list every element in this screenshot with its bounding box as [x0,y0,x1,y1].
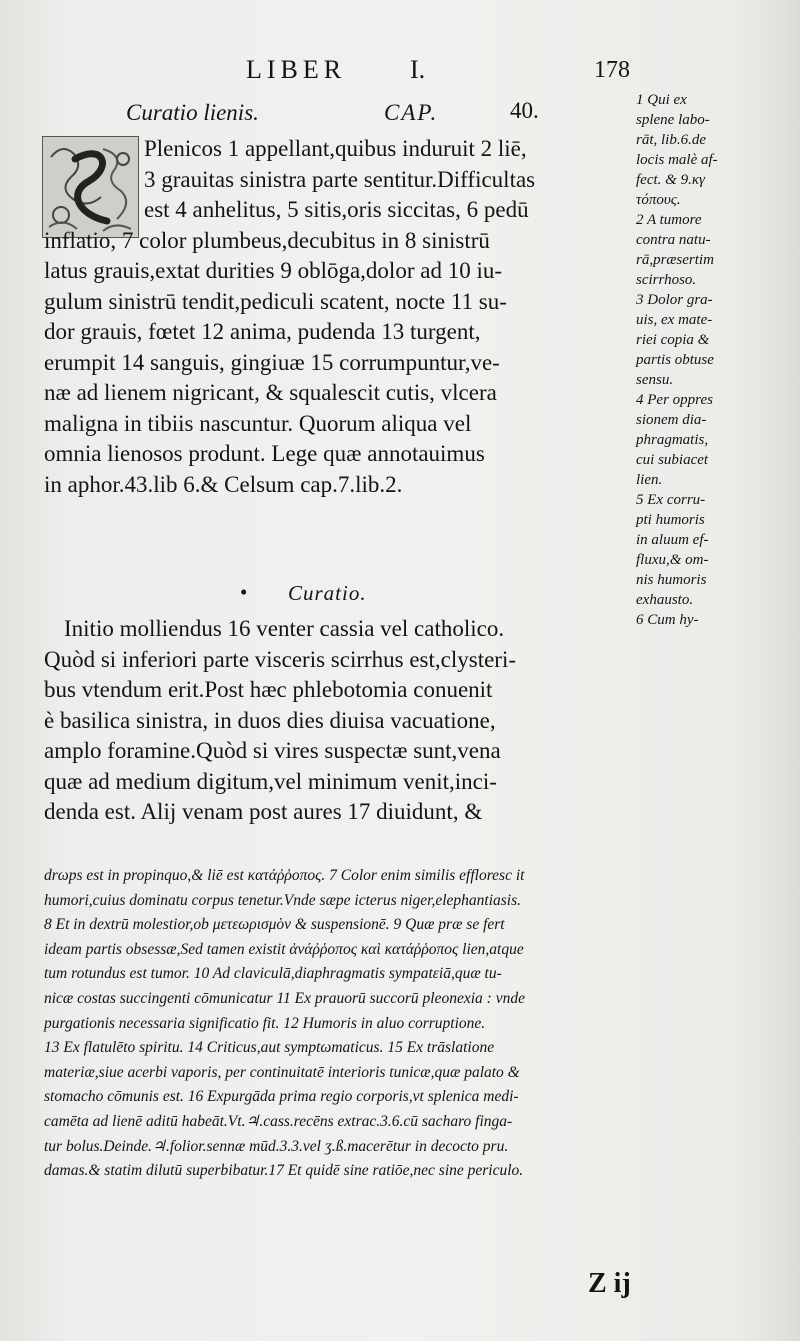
chapter-heading [126,100,596,134]
margin-note-line: 4 Per oppres [636,392,713,408]
margin-note-line: 1 Qui ex [636,92,687,108]
margin-note-line: τόπους. [636,192,681,208]
book-number: I. [410,55,426,84]
text-line: dor grauis, fœtet 12 anima, pudenda 13 turgent, [44,319,481,344]
footnote-line: purgationis necessaria significatio fit. 12 Humoris in aluo corruptione. [44,1014,486,1032]
footnote-line: ideam partis obsessæ,Sed tamen existit ἀνάῤῥοπος καὶ κατάῤῥοπος lien,atque [44,940,524,958]
footnote-line: stomacho cōmunis est. 16 Expurgāda prima regio corporis,vt splenica medi- [44,1088,519,1106]
text-line: gulum sinistrū tendit,pediculi scatent, nocte 11 su- [44,288,507,314]
chapter-title: Curatio lienis. [126,100,259,125]
text-line: bus vtendum erit.Post hæc phlebotomia conuenit [44,677,493,702]
text-line: quæ ad medium digitum,vel minimum venit,inci- [44,768,497,794]
text-line: Quòd si inferiori parte visceris scirrhus est,clysteri- [44,646,517,672]
footnote-line: materiæ,siue acerbi vaporis, per continuitatē interioris tunicæ,quæ palato & [44,1063,520,1081]
footnote-line: 13 Ex flatulēto spiritu. 14 Criticus,aut symptωmaticus. 15 Ex trāslatione [44,1039,495,1057]
margin-note-line: phragmatis, [636,432,709,448]
footnote-line: tur bolus.Deinde.♃.folior.sennæ mūd.3.3.vel ʒ.ß.macerētur in decocto pru. [44,1137,509,1155]
margin-note-line: 6 Cum hy- [636,612,699,628]
footnote-line: drωps est in propinquo,& liē est κατάῤῥοπος. 7 Color enim similis effloresc it [44,867,525,884]
section-subheading [240,581,440,613]
margin-note-line: rā,præsertim [636,252,714,268]
chapter-label: CAP. [384,100,439,125]
margin-note-line: contra natu- [636,232,711,248]
margin-note-line: riei copia & [636,332,710,348]
margin-note-line: scirrhoso. [636,272,697,288]
margin-note-line: 5 Ex corru- [636,492,706,508]
text-line: è basilica sinistra, in duos dies diuisa vacuatione, [44,707,496,733]
margin-note-line: in aluum ef- [636,532,709,548]
margin-note-line: sensu. [636,372,674,388]
text-line: næ ad lienem nigricant, & squalescit cutis, vlcera [44,380,497,405]
chapter-body [44,134,634,500]
margin-note-line: 3 Dolor gra- [636,292,713,308]
text-line: maligna in tibiis nascuntur. Quorum aliqua vel [44,410,472,436]
margin-note-line: lien. [636,472,663,488]
footnote-line: 8 Et in dextrū molestior,ob μετεωρισμὸν & suspensionē. 9 Quæ præ se fert [44,916,505,934]
margin-note-line: nis humoris [636,572,707,588]
margin-note-line: pti humoris [636,512,705,528]
footnote-line: tum rotundus est tumor. 10 Ad claviculā,diaphragmatis sympatεiā,quæ tu- [44,965,502,983]
text-line: est 4 anhelitus, 5 sitis,oris siccitas, 6 pedū [144,197,529,222]
marginal-notes [636,90,796,630]
margin-note-line: partis obtuse [636,352,714,368]
margin-note-line: uis, ex mate- [636,312,713,328]
margin-note-line: sionem dia- [636,412,707,428]
running-title: LIBER [246,55,347,84]
text-line: 3 grauitas sinistra parte sentitur.Difficultas [144,166,536,192]
text-line: latus grauis,extat durities 9 oblōga,dolor ad 10 iu- [44,258,502,283]
text-line: Initio molliendus 16 venter cassia vel catholico. [64,616,505,641]
footnote-line: damas.& statim dilutū superbibatur.17 Et quidē sine ratiōe,nec sine periculo. [44,1162,524,1180]
text-line: erumpit 14 sanguis, gingiuæ 15 corrumpuntur,ve- [44,349,500,375]
footnote-line: nicæ costas succingenti cōmunicatur 11 Ex prauorū succorū pleonexia : vnde [44,989,525,1007]
text-line: inflatio, 7 color plumbeus,decubitus in 8 sinistrū [44,227,490,253]
folio-number: 178 [594,57,630,83]
text-line: denda est. Alij venam post aures 17 diuidunt, & [44,799,483,824]
page-header [0,55,800,91]
bullet-mark: • [240,580,248,604]
margin-note-line: fect. & 9.κγ [636,172,705,188]
margin-note-line: 2 A tumore [636,212,702,228]
text-line: amplo foramine.Quòd si vires suspectæ sunt,vena [44,738,501,763]
footnote-line: humori,cuius dominatu corpus tenetur.Vnde sæpe icterus niger,elephantiasis. [44,891,522,909]
gathering-signature: Z ij [588,1268,631,1299]
footnotes [44,864,769,1184]
text-line: in aphor.43.lib 6.& Celsum cap.7.lib.2. [44,471,403,497]
margin-note-line: splene labo- [636,112,710,128]
chapter-number: 40. [510,98,539,123]
margin-note-line: rāt, lib.6.de [636,132,706,148]
curatio-body [44,614,634,828]
text-line: Plenicos 1 appellant,quibus induruit 2 liē, [144,136,527,161]
margin-note-line: cui subiacet [636,452,709,468]
text-line: omnia lienosos produnt. Lege quæ annotauimus [44,441,485,466]
subheading-label: Curatio. [288,581,367,605]
margin-note-line: fluxu,& om- [636,552,709,568]
footnote-line: camēta ad lienē aditū habeāt.Vt.♃.cass.recēns extrac.3.6.cū sacharo finga- [44,1112,513,1130]
margin-note-line: locis malè af- [636,152,718,168]
margin-note-line: exhausto. [636,592,694,608]
